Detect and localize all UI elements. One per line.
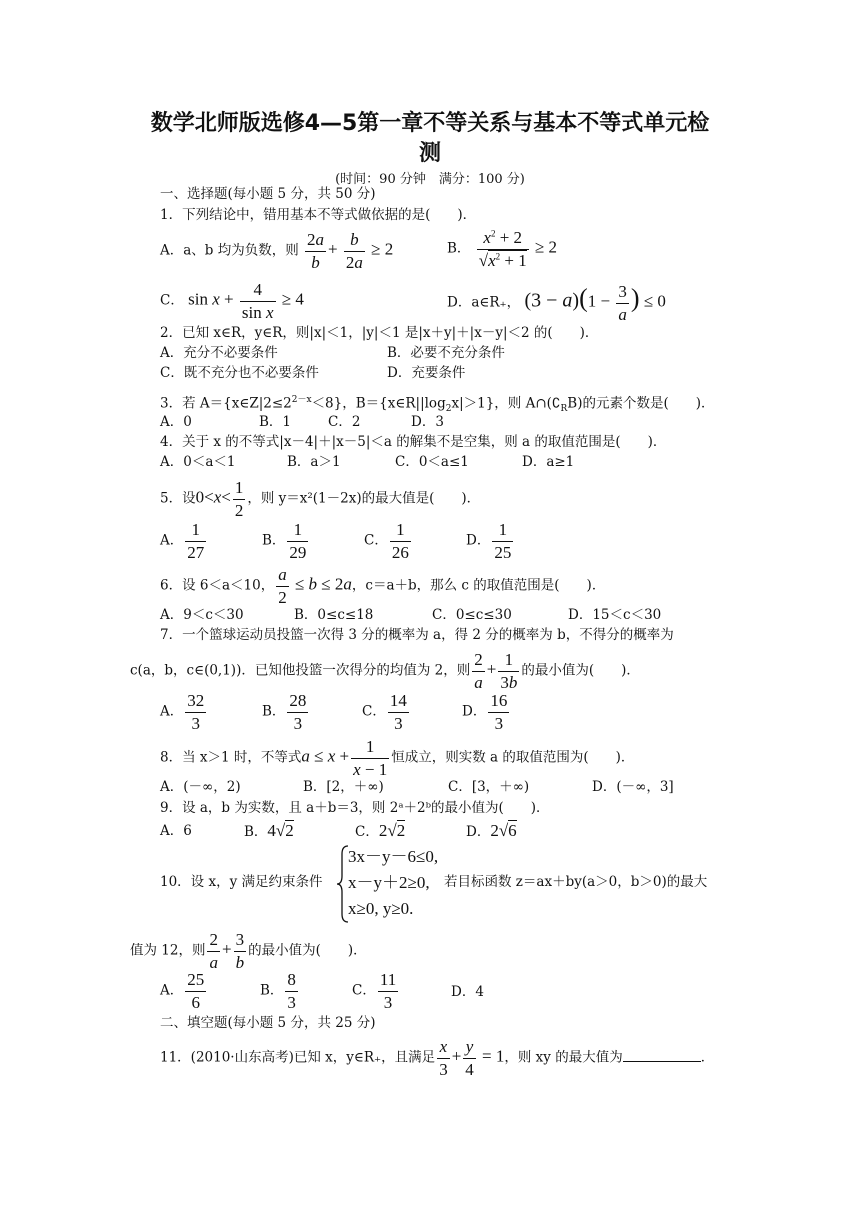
q2-option-d: D．充要条件 [387,365,466,381]
q7-b-label: B． [262,703,286,720]
q3-stem-part-b: ＜8}，B＝{x∈R||log [311,395,446,412]
q11-frac1: $\frac{x}{3}$ [439,1037,448,1079]
q3-stem-part-c: x|＞1}，则 A∩(∁ [451,395,561,412]
q10-stem-line2: 值为 12，则 $\frac{2}{a}$ + $\frac{3}{b}$ 的最小值为( )． [130,930,367,972]
q8-option-c: C．[3，＋∞) [448,779,530,795]
q1-option-b: B． $\frac{x^2 + 2}{√x^2 + 1}$ ≥ 2 [447,228,558,270]
section-heading-choice: 一、选择题(每小题 5 分，共 50 分) [160,186,376,202]
q1-a-frac2: $\frac{b}{2a}$ [345,230,363,272]
q7-stem-part-b: 的最小值为( )． [521,662,640,679]
q10-b-denominator: 3 [287,992,296,1012]
q7-c-numerator: 14 [389,691,407,710]
q9-option-b: B．4√2 [244,821,294,840]
q8-frac: $\frac{1}{x - 1}$ [353,737,388,779]
q10-stem-part-a: 10．设 x，y 满足约束条件 [160,874,323,890]
q11-answer-blank[interactable] [623,1061,701,1062]
q6-option-d: D．15＜c＜30 [568,607,662,623]
q10-c-label: C． [352,982,376,999]
q3-stem-part-a: 3．若 A＝{x∈Z|2≤2 [160,395,292,412]
q8-stem-part-b: 恒成立，则实数 a 的取值范围为( )． [391,749,635,766]
q7-option-c [362,691,411,733]
q7-c-denominator: 3 [388,712,409,734]
q8-stem: 8．当 x＞1 时，不等式a ≤ x + $\frac{1}{x - 1}$ 恒成立，则实数 a 的取值范围为( )． [160,737,635,779]
q1-c-label: C． [160,292,184,309]
q4-stem: 4．关于 x 的不等式|x－4|＋|x－5|＜a 的解集不是空集，则 a 的取值范围是( )． [160,434,667,450]
q10-option-c [352,970,400,1012]
q5-option-b: B． $\frac{1}{29}$ [262,520,307,562]
q5-a-label: A． [160,532,184,549]
q2-option-a: A．充分不必要条件 [160,345,278,361]
q9-option-d: D．2√6 [466,821,517,840]
q6-option-b: B．0≤c≤18 [294,607,374,623]
section-heading-fill: 二、填空题(每小题 5 分，共 25 分) [160,1015,376,1031]
q8-option-d: D．(－∞，3] [592,779,674,795]
q9-b-coefficient: 4 [267,821,276,840]
q6-option-a: A．9＜c＜30 [160,607,244,623]
q7-frac1: $\frac{2}{a}$ [474,650,483,692]
q6-stem-part-b: ，c＝a＋b，那么 c 的取值范围是( )． [351,577,606,594]
q7-stem-line1: 7．一个篮球运动员投篮一次得 3 分的概率为 a，得 2 分的概率为 b，不得分的概率为 [160,627,674,643]
document-title-line1: 数学北师版选修4—5第一章不等关系与基本不等式单元检 [150,111,710,136]
q11-stem: 11．(2010·山东高考)已知 x，y∈R₊，且满足 $\frac{x}{3}$ + $\frac{y}{4}$ = 1，则 xy 的最大值为 ． [160,1037,715,1079]
q4-option-b: B．a＞1 [287,454,341,470]
q11-stem-part-b: ，则 xy 的最大值为 [504,1049,623,1066]
q7-b-numerator: 28 [289,691,307,710]
q5-option-a: A． $\frac{1}{27}$ [160,520,205,562]
q10-c-denominator: 3 [378,991,398,1013]
q1-d-frac: $\frac{3}{a}$ [618,282,627,324]
q5-option-c: C． $\frac{1}{26}$ [364,520,409,562]
q10-option-b [260,970,300,1012]
q10-b-numerator: 8 [287,970,296,989]
q3-log-base: 2 [445,404,452,415]
q10-constraint-3: x≥0, y≥0. [348,899,414,918]
q6-stem-part-a: 6．设 6＜a＜10， [160,577,275,594]
q5-stem: 5．设0<x< $\frac{1}{2}$ ，则 y＝x²(1－2x)的最大值是( )． [160,478,481,520]
q7-a-numerator: 32 [187,691,205,710]
q2-option-b: B．必要不充分条件 [387,345,505,361]
q3-option-c: C．2 [328,414,361,430]
q10-a-denominator: 6 [185,991,206,1013]
q4-option-d: D．a≥1 [522,454,575,470]
q7-a-denominator: 3 [185,712,206,734]
q7-d-denominator: 3 [488,712,509,734]
q6-option-c: C．0≤c≤30 [432,607,512,623]
q10-stem2-part-a: 值为 12，则 [130,942,206,959]
q8-option-b: B．[2，＋∞) [303,779,384,795]
q7-d-numerator: 16 [490,691,508,710]
q9-c-label: C． [355,824,379,840]
q10-stem2-part-b: 的最小值为( )． [248,942,367,959]
q1-stem: 1．下列结论中，错用基本不等式做依据的是( )． [160,207,477,223]
q2-stem: 2．已知 x∈R，y∈R，则|x|＜1，|y|＜1 是|x＋y|＋|x－y|＜2 的( )． [160,325,599,341]
q7-option-d [462,691,511,733]
q10-constraints [348,844,438,922]
q7-c-label: C． [362,703,386,720]
q9-c-coefficient: 2 [378,821,388,840]
q1-option-c: C． sin x + $\frac{4}{\text{sin x}}$ ≥ 4 [160,280,304,322]
q9-option-c: C．2√2 [355,821,406,840]
q2-option-c: C．既不充分也不必要条件 [160,365,319,381]
q6-stem-frac: $\frac{a}{2}$ [278,565,287,607]
q3-option-a: A．0 [160,414,192,430]
q8-option-a: A．(－∞，2) [160,779,241,795]
q5-a-denominator: 27 [187,542,205,562]
q1-c-frac: $\frac{4}{\text{sin x}}$ [241,280,274,322]
q3-option-b: B．1 [259,414,292,430]
q3-stem-part-d: B)的元素个数是( )． [567,395,715,412]
q1-a-frac1: $\frac{2a}{b}$ [307,230,325,272]
q5-stem-part-a: 5．设 [160,490,196,507]
q11-stem-part-a: 11．(2010·山东高考)已知 x，y∈R₊，且满足 [160,1049,436,1066]
q5-option-d: D． $\frac{1}{25}$ [466,520,512,562]
document-title-line2: 测 [418,141,441,166]
q9-option-a: A．6 [160,823,192,839]
q10-a-label: A． [160,982,184,999]
q10-option-a [160,970,208,1012]
document-subtitle: (时间：90 分钟 满分：100 分) [335,172,525,187]
q9-d-label: D． [466,824,491,840]
q10-constraint-2: x－y＋2≥0, [348,873,430,892]
q10-option-d: D．4 [451,984,484,1000]
q11-stem-end: ． [700,1049,715,1066]
q7-option-a [160,691,208,733]
q3-stem [160,396,715,414]
q7-option-b [262,691,310,733]
q1-b-frac: $\frac{x^2 + 2}{√x^2 + 1}$ [478,228,527,270]
q11-frac2: $\frac{y}{4}$ [465,1037,474,1079]
q10-c-numerator: 11 [379,970,397,989]
q10-frac2: $\frac{3}{b}$ [235,930,245,972]
q7-stem-part-a: c(a，b，c∈(0,1))．已知他投篮一次得分的均值为 2，则 [130,662,471,679]
q9-stem: 9．设 a，b 为实数，且 a＋b＝3，则 2ᵃ＋2ᵇ的最小值为( )． [160,800,550,816]
q7-frac2: $\frac{1}{3b}$ [500,650,518,692]
q4-option-a: A．0＜a＜1 [160,454,236,470]
q5-b-denominator: 29 [289,542,307,562]
q10-frac1: $\frac{2}{a}$ [209,930,218,972]
q7-d-label: D． [462,703,487,720]
q3-option-d: D．3 [411,414,444,430]
q1-option-d: D．a∈R₊， (3 − a)(1 − $\frac{3}{a}$ ) ≤ 0 [447,282,666,324]
q1-a-label: A． [160,242,184,259]
q6-stem: 6．设 6＜a＜10， $\frac{a}{2}$ ≤ b ≤ 2a，c＝a＋b，那么 c 的取值范围是( )． [160,565,606,607]
q9-d-radicand: 6 [508,821,517,840]
q1-option-a: A．a、b 均为负数，则 $\frac{2a}{b}$ + $\frac{b}{2a}$ ≥ 2 [160,230,394,272]
q1-a-text: a、b 均为负数，则 [183,242,299,259]
q5-b-label: B． [262,532,286,549]
q9-b-radicand: 2 [285,821,294,840]
q1-b-label: B． [447,240,471,257]
q5-stem-frac: $\frac{1}{2}$ [234,478,244,520]
q5-d-label: D． [466,532,491,549]
q3-exponent: 2－x [291,395,312,405]
q5-stem-part-b: ，则 y＝x²(1－2x)的最大值是( )． [247,490,481,507]
q5-c-label: C． [364,532,388,549]
q5-c-denominator: 26 [391,542,409,562]
q9-d-coefficient: 2 [490,821,499,840]
q3-complement-sub: R [560,404,568,415]
q7-stem-line2: c(a，b，c∈(0,1))．已知他投篮一次得分的均值为 2，则 $\frac{2}{a}$ + $\frac{1}{3b}$ 的最小值为( )． [130,650,640,692]
q10-constraint-1: 3x－y－6≤0, [348,847,439,866]
q10-stem-part-b: 若目标函数 z＝ax＋by(a＞0，b＞0)的最大 [444,874,708,890]
q7-b-denominator: 3 [287,712,308,734]
q9-b-label: B． [244,824,268,840]
q1-d-label: D． [447,294,472,311]
q9-c-radicand: 2 [396,821,406,840]
q7-a-label: A． [160,703,184,720]
q4-option-c: C．0＜a≤1 [395,454,469,470]
q5-d-denominator: 25 [494,542,512,562]
q10-b-label: B． [260,982,284,999]
q1-d-text: a∈R₊， [471,294,521,311]
q10-a-numerator: 25 [187,970,205,989]
q8-stem-part-a: 8．当 x＞1 时，不等式 [160,749,302,766]
